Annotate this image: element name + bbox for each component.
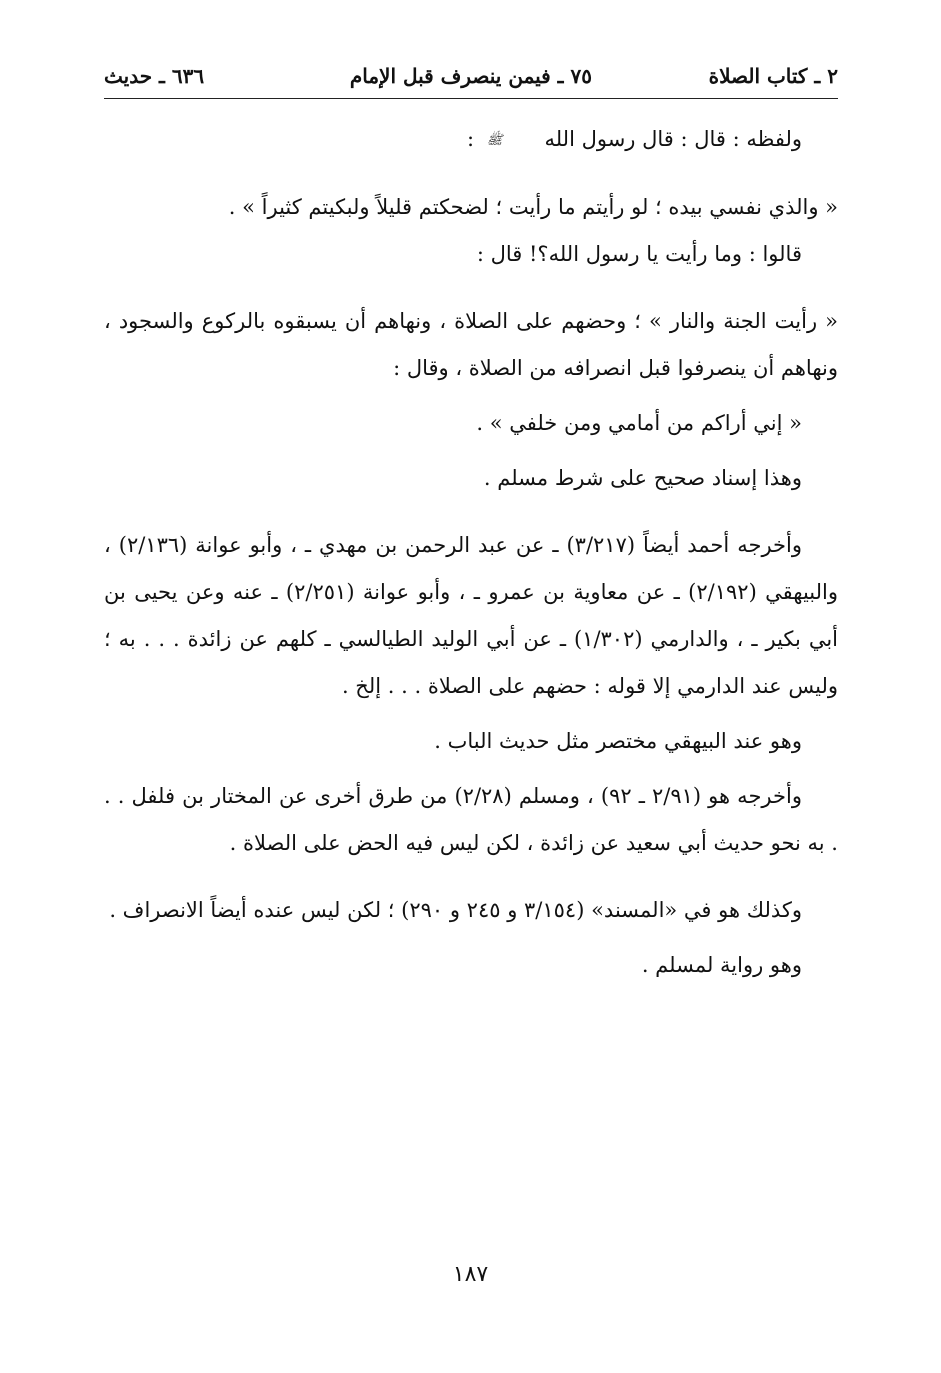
paragraph-wording-intro bbox=[104, 116, 838, 164]
header-book-title: ٢ ـ كتاب الصلاة bbox=[708, 64, 838, 88]
wording-intro-colon: : bbox=[466, 127, 481, 151]
running-header bbox=[104, 58, 838, 99]
page-body bbox=[104, 116, 838, 989]
paragraph-takhrij-ahmad: وأخرجه أحمد أيضاً (٣/٢١٧) ـ عن عبد الرحمن بن مهدي ـ ، وأبو عوانة (٢/١٣٦) ، والبيهقي (٢/١٩٢) ـ عن معاوية بن عمرو ـ ، وأبو عوانة (٢/٢٥١) ـ عنه وعن يحيى بن أبي بكير ـ ، والدارمي (١/٣٠٢) ـ عن أبي الوليد الطيالسي ـ كلهم عن زائدة . . . به ؛ وليس عند الدارمي إلا قوله : حضهم على الصلاة . . . إلخ . bbox=[104, 533, 838, 698]
paragraph-isnad-grading: وهذا إسناد صحيح على شرط مسلم . bbox=[483, 466, 802, 490]
header-chapter-title: ٧٥ ـ فيمن ينصرف قبل الإمام bbox=[349, 64, 592, 88]
paragraph-bayhaqi-note: وهو عند البيهقي مختصر مثل حديث الباب . bbox=[434, 729, 802, 753]
header-hadith-number: ٦٣٦ ـ حديث bbox=[104, 64, 205, 88]
paragraph-musnad-note: وكذلك هو في «المسند» (٣/١٥٤ و ٢٤٥ و ٢٩٠) ؛ لكن ليس عنده أيضاً الانصراف . bbox=[109, 898, 802, 922]
wording-intro-text: ولفظه : قال : قال رسول الله bbox=[544, 127, 802, 151]
paragraph-takhrij-muslim: وأخرجه هو (٢/٩١ ـ ٩٢) ، ومسلم (٢/٢٨) من طرق أخرى عن المختار بن فلفل . . . به نحو حديث أبي سعيد عن زائدة ، لكن ليس فيه الحض على الصلاة . bbox=[104, 784, 838, 855]
paragraph-hadith-quote: « والذي نفسي بيده ؛ لو رأيتم ما رأيت ؛ لضحكتم قليلاً ولبكيتم كثيراً » . bbox=[228, 195, 838, 219]
salawat-ligature: ﷺ bbox=[486, 133, 503, 148]
paragraph-companions-question: قالوا : وما رأيت يا رسول الله؟! قال : bbox=[476, 242, 802, 266]
page-number: ١٨٧ bbox=[452, 1262, 489, 1287]
paragraph-hadith-continuation: « رأيت الجنة والنار » ؛ وحضهم على الصلاة ، ونهاهم أن يسبقوه بالركوع والسجود ، ونهاهم أن ينصرفوا قبل انصرافه من الصلاة ، وقال : bbox=[104, 309, 838, 380]
paragraph-hadith-ending: « إني أراكم من أمامي ومن خلفي » . bbox=[476, 411, 802, 435]
paragraph-muslim-narration: وهو رواية لمسلم . bbox=[641, 953, 802, 977]
